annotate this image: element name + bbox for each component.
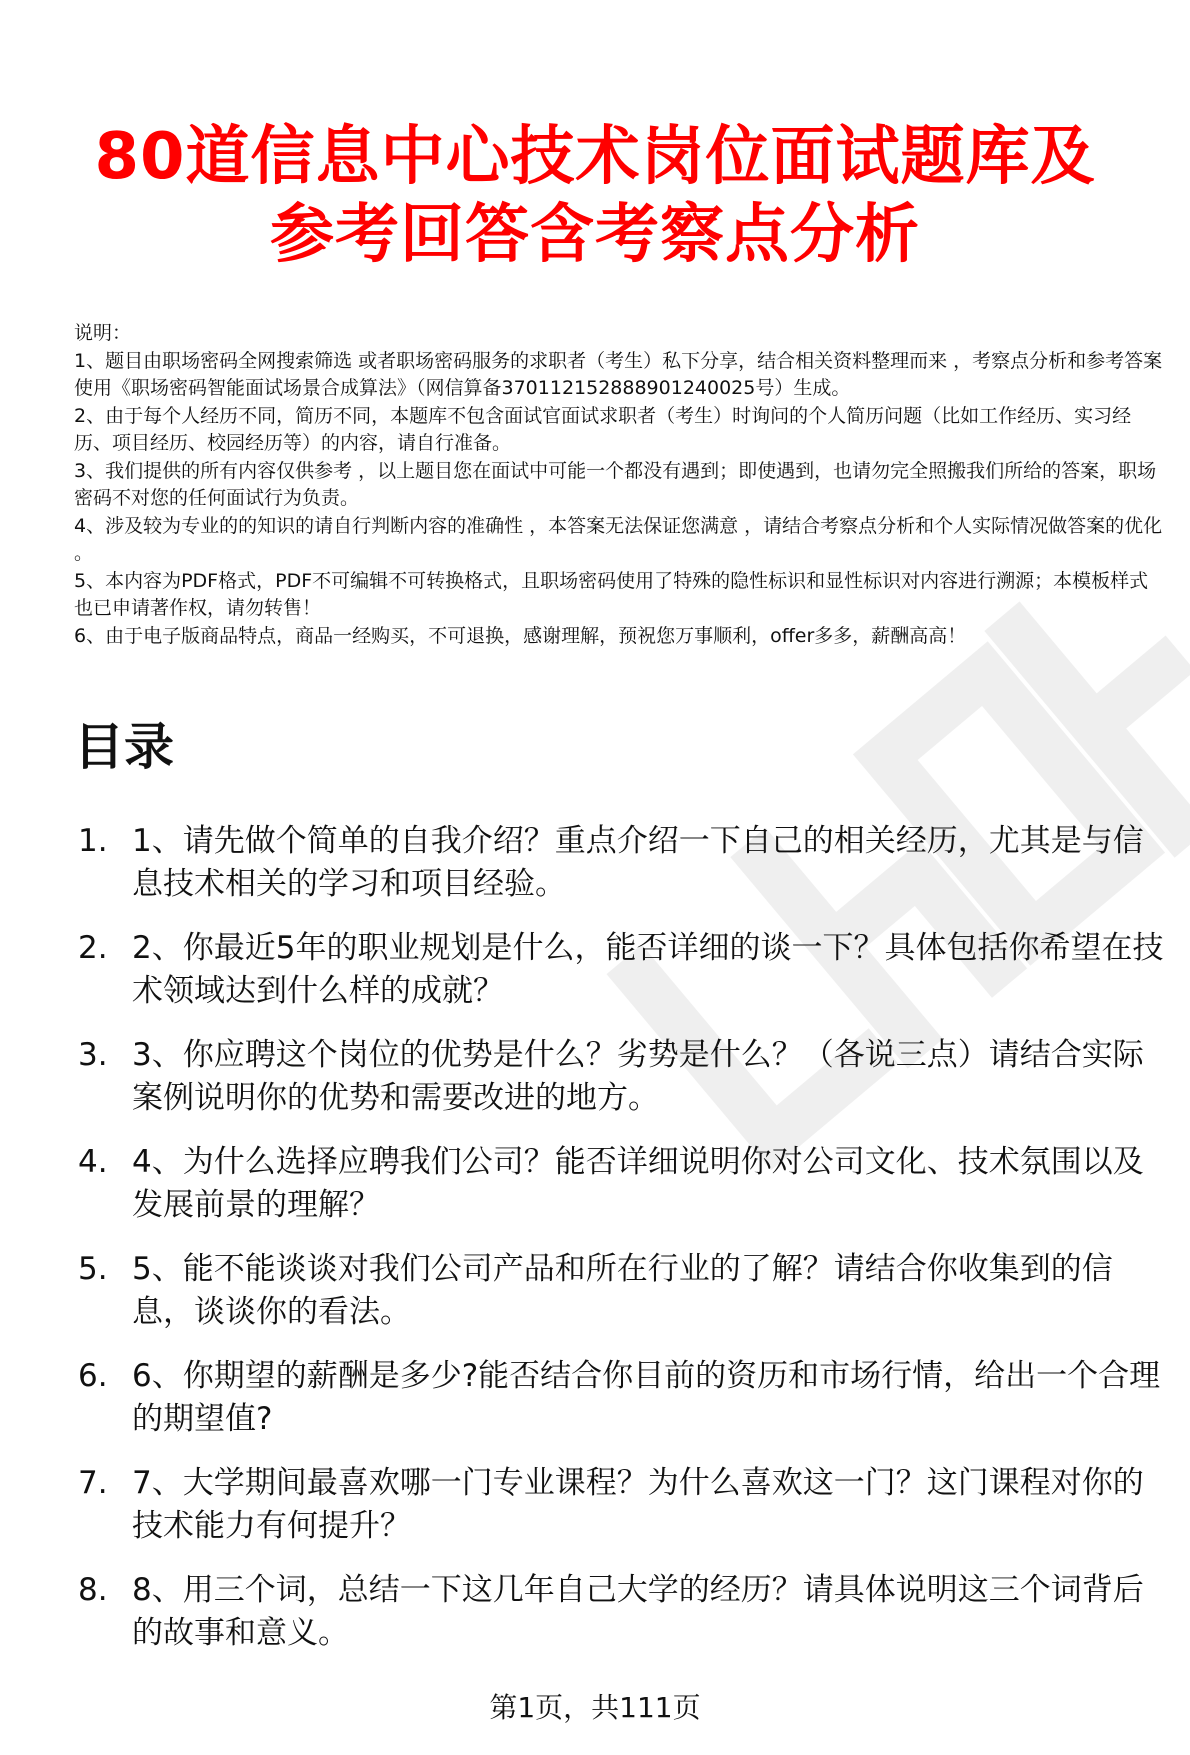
table-of-contents [78, 820, 1168, 1676]
page-footer: 第1页，共111页 [489, 1691, 701, 1724]
toc-item[interactable] [78, 820, 1168, 906]
document-title [60, 118, 1130, 274]
toc-item-text: 1、请先做个简单的自我介绍？重点介绍一下自己的相关经历，尤其是与信息技术相关的学习和项目经验。 [132, 823, 1144, 902]
toc-item[interactable] [78, 1462, 1168, 1548]
toc-item-number: 8. [78, 1572, 108, 1608]
title-line-1: 80道信息中心技术岗位面试题库及 [94, 120, 1096, 194]
notes-heading: 说明： [74, 322, 132, 344]
notes-section [74, 320, 1164, 650]
toc-item-number: 6. [78, 1358, 108, 1394]
note-item: 2、由于每个人经历不同，简历不同，本题库不包含面试官面试求职者（考生）时询问的个人简历问题（比如工作经历、实习经历、项目经历、校园经历等）的内容，请自行准备。 [74, 404, 1132, 454]
toc-item[interactable] [78, 1034, 1168, 1120]
toc-item-text: 5、能不能谈谈对我们公司产品和所在行业的了解？请结合你收集到的信息，谈谈你的看法。 [132, 1251, 1113, 1330]
toc-item-number: 4. [78, 1144, 108, 1180]
note-item: 6、由于电子版商品特点，商品一经购买，不可退换，感谢理解，预祝您万事顺利，offer多多，薪酬高高！ [74, 624, 967, 647]
title-line-2: 参考回答含考察点分析 [270, 198, 920, 272]
toc-item-text: 8、用三个词，总结一下这几年自己大学的经历？请具体说明这三个词背后的故事和意义。 [132, 1572, 1144, 1651]
toc-item[interactable] [78, 927, 1168, 1013]
toc-item[interactable] [78, 1248, 1168, 1334]
toc-item-text: 3、你应聘这个岗位的优势是什么？劣势是什么？（各说三点）请结合实际案例说明你的优势和需要改进的地方。 [132, 1037, 1144, 1116]
toc-heading: 目录 [74, 718, 174, 776]
note-item: 4、涉及较为专业的的知识的请自行判断内容的准确性 ，本答案无法保证您满意 ，请结合考察点分析和个人实际情况做答案的优化 。 [74, 514, 1163, 564]
toc-item[interactable] [78, 1141, 1168, 1227]
note-item: 1、题目由职场密码全网搜索筛选 或者职场密码服务的求职者（考生）私下分享，结合相关资料整理而来 ，考察点分析和参考答案使用《职场密码智能面试场景合成算法》（网信算备370112152888901240025号）生成。 [74, 349, 1163, 399]
toc-item-text: 4、为什么选择应聘我们公司？能否详细说明你对公司文化、技术氛围以及发展前景的理解？ [132, 1144, 1144, 1223]
toc-item-number: 1. [78, 823, 108, 859]
toc-item-text: 7、大学期间最喜欢哪一门专业课程？为什么喜欢这一门？这门课程对你的技术能力有何提升？ [132, 1465, 1144, 1544]
toc-item-number: 7. [78, 1465, 108, 1501]
toc-item-text: 2、你最近5年的职业规划是什么，能否详细的谈一下？具体包括你希望在技术领域达到什么样的成就？ [132, 930, 1164, 1009]
toc-item-number: 5. [78, 1251, 108, 1287]
note-item: 3、我们提供的所有内容仅供参考 ，以上题目您在面试中可能一个都没有遇到；即使遇到，也请勿完全照搬我们所给的答案，职场密码不对您的任何面试行为负责。 [74, 459, 1157, 509]
toc-item[interactable] [78, 1569, 1168, 1655]
note-item: 5、本内容为PDF格式，PDF不可编辑不可转换格式，且职场密码使用了特殊的隐性标识和显性标识对内容进行溯源；本模板样式也已申请著作权，请勿转售！ [74, 569, 1149, 619]
toc-item-number: 2. [78, 930, 108, 966]
toc-item-text: 6、你期望的薪酬是多少?能否结合你目前的资历和市场行情，给出一个合理的期望值? [132, 1358, 1161, 1437]
toc-item[interactable] [78, 1355, 1168, 1441]
toc-item-number: 3. [78, 1037, 108, 1073]
